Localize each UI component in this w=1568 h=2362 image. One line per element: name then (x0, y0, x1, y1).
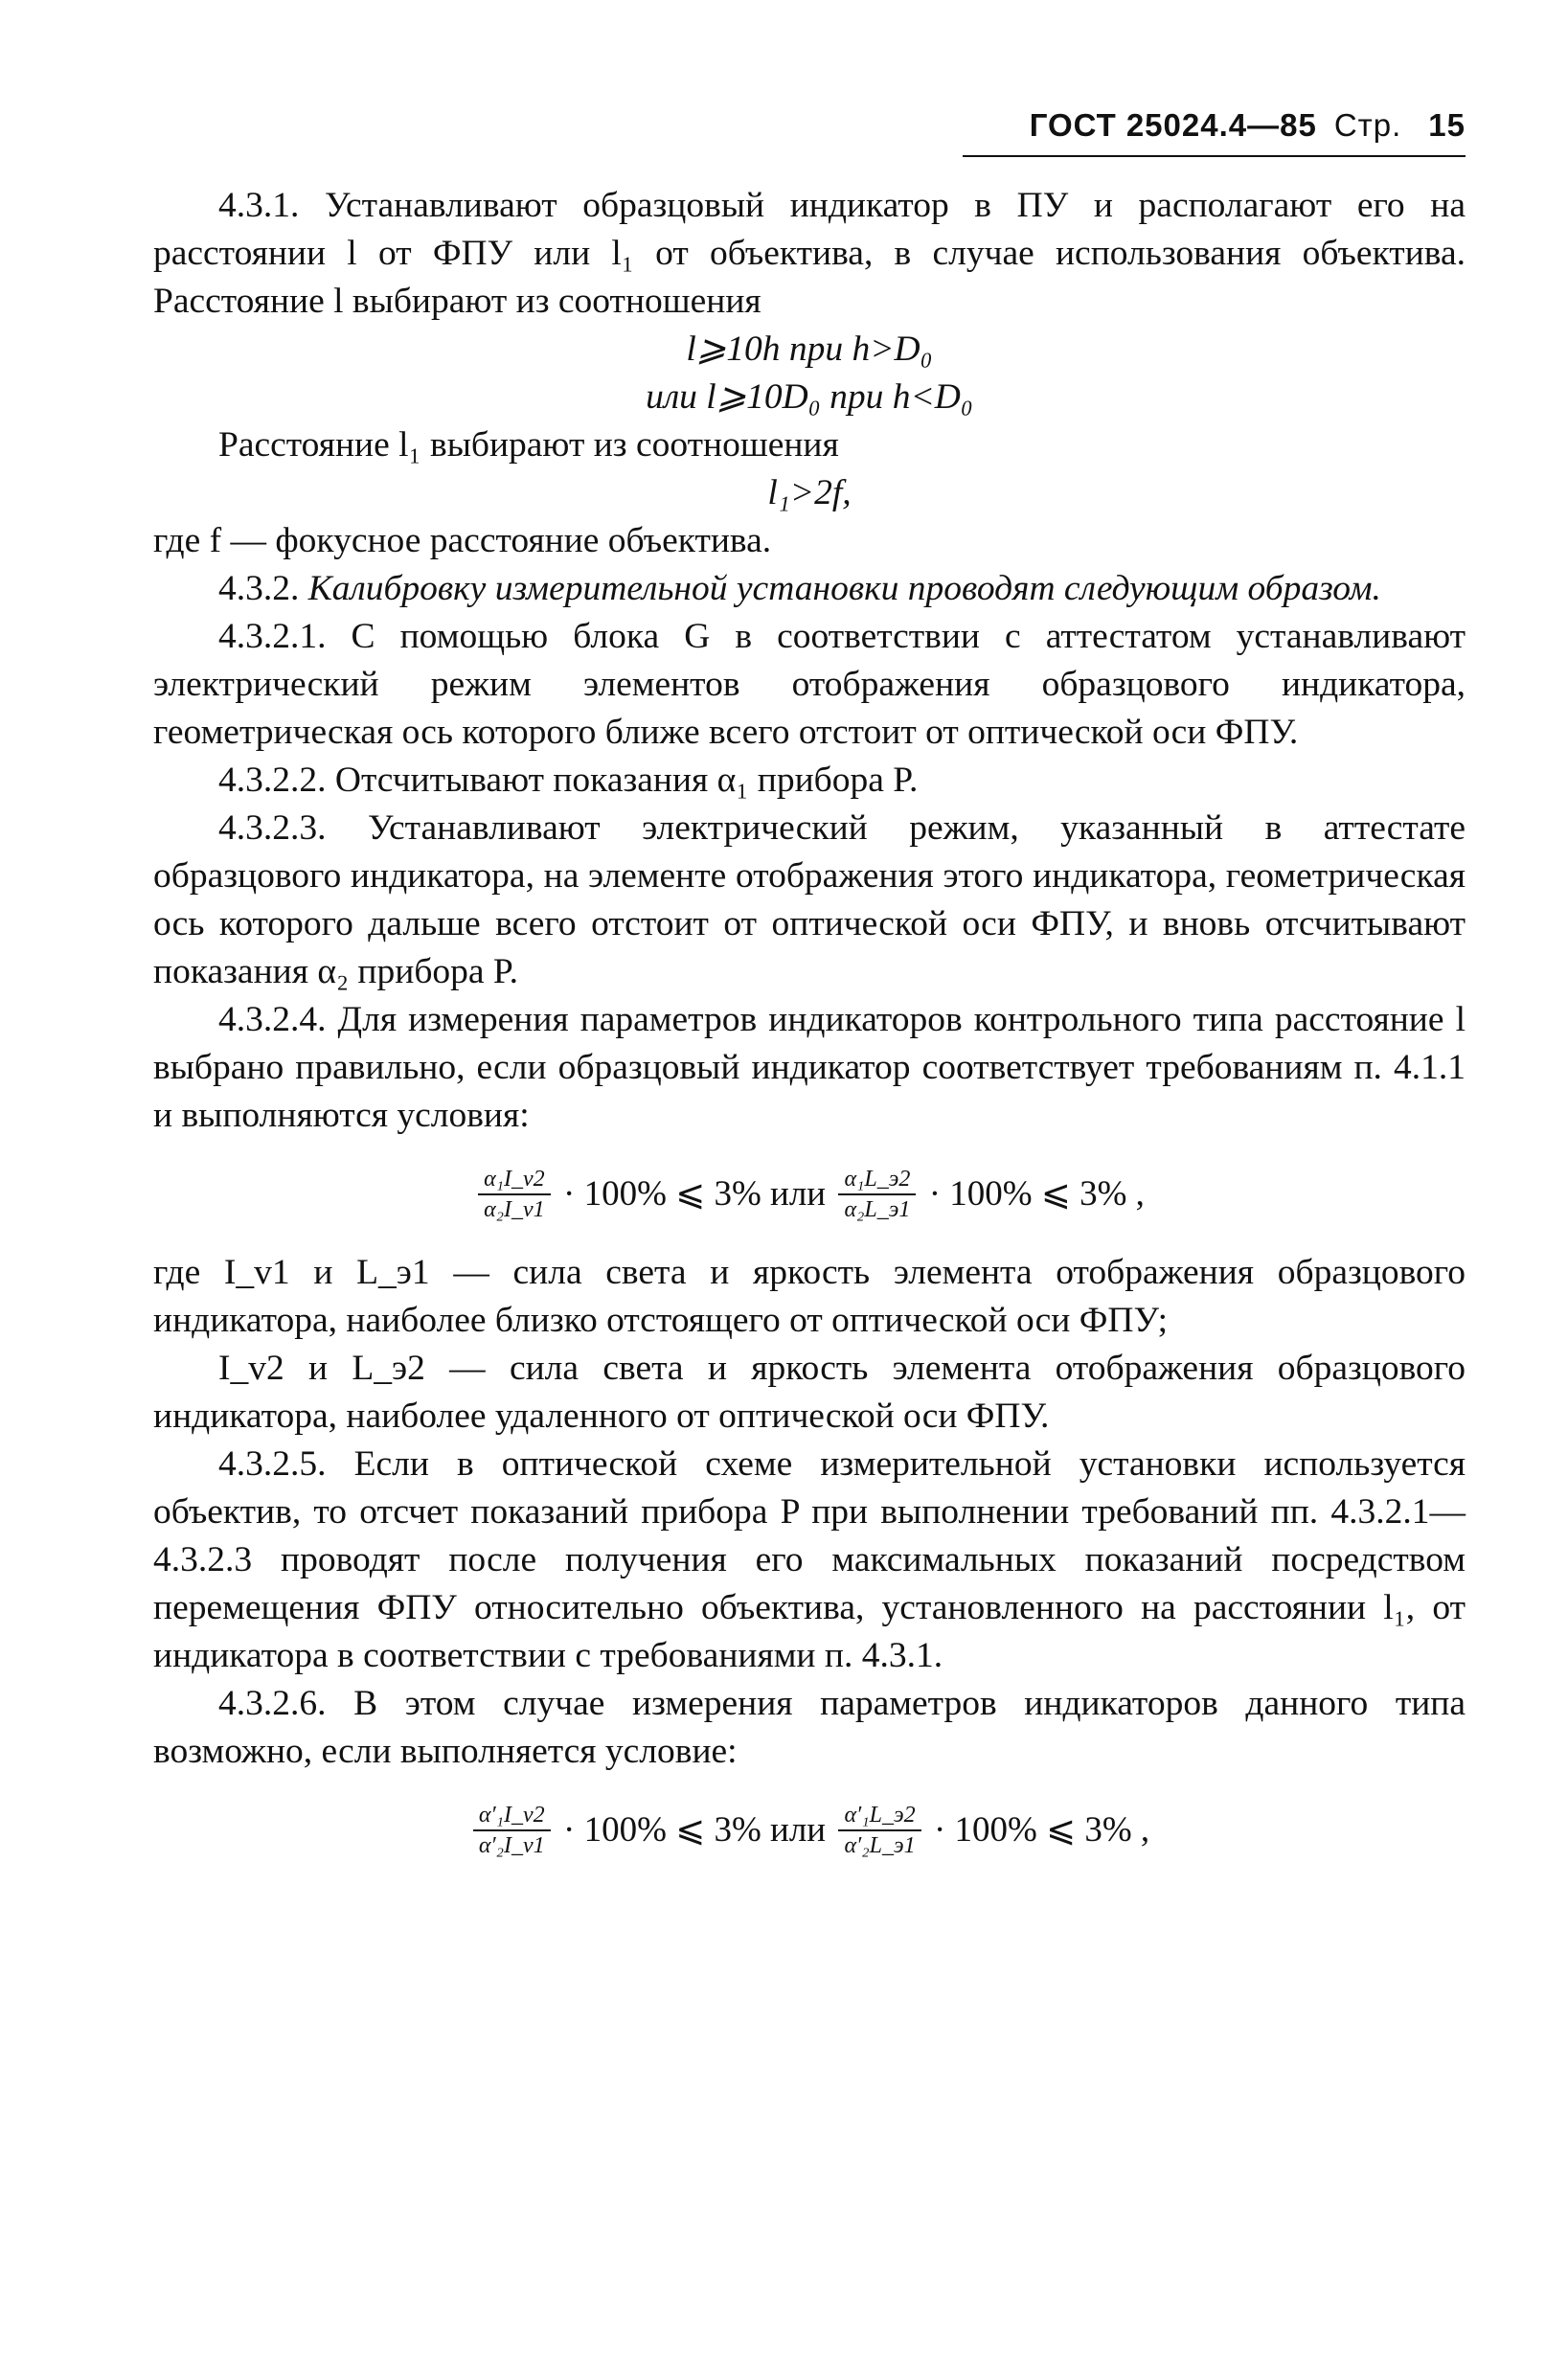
equation-1-tail-a: · 100% ⩽ 3% или (563, 1174, 827, 1214)
equation-1-fraction-b (838, 1165, 916, 1224)
equation-2-denominator-b: α′₂L_э1 (844, 1833, 916, 1858)
equation-2-numerator-b: α′₁L_э2 (838, 1801, 920, 1831)
standard-number: 25024.4—85 (1125, 107, 1317, 143)
equation-2-fraction-a (473, 1801, 551, 1860)
equation-2-denominator-a: α′₂I_v1 (478, 1833, 545, 1858)
paragraph-where-iv1: где I_v1 и L_э1 — сила света и яркость элемента отображения образцового индикатора, наиболее близко отстоящего от оптической оси ФПУ; (153, 1253, 1466, 1340)
equation-2-numerator-a: α′₁I_v2 (473, 1801, 551, 1831)
paragraph-4-3-2-4: 4.3.2.4. Для измерения параметров индикаторов контрольного типа расстояние l выбрано правильно, если образцовый индикатор соответствует требованиям п. 4.1.1 и выполняются условия: (153, 1000, 1466, 1135)
equation-1-denominator-a: α₂I_v1 (484, 1197, 545, 1222)
equation-2-tail-a: · 100% ⩽ 3% или (563, 1810, 827, 1850)
paragraph-4-3-2-1: 4.3.2.1. С помощью блока G в соответствии с аттестатом устанавливают электрический режим элементов отображения образцового индикатора, геометрическая ось которого ближе всего отстоит от оптической оси ФПУ. (153, 617, 1466, 752)
paragraph-l1-select: Расстояние l₁ выбирают из соотношения (218, 425, 839, 465)
equation-1-numerator-a: α₁I_v2 (478, 1165, 551, 1195)
equation-1-tail-b: · 100% ⩽ 3% , (928, 1174, 1145, 1214)
equation-1-numerator-b: α₁L_э2 (838, 1165, 916, 1195)
section-heading-calibration: Калибровку измерительной установки проводят следующим образом. (307, 569, 1381, 608)
equation-1 (153, 1165, 1466, 1224)
paragraph-4-3-2-6: 4.3.2.6. В этом случае измерения параметров индикаторов данного типа возможно, если выполняется условие: (153, 1684, 1466, 1771)
page-header (153, 107, 1466, 144)
paragraph-4-3-2 (153, 565, 1466, 613)
page-number: 15 (1428, 107, 1466, 143)
section-number-4-3-2: 4.3.2. (218, 569, 300, 608)
standard-label: ГОСТ (1029, 107, 1117, 143)
body-text (153, 182, 1466, 1885)
paragraph-where-f: где f — фокусное расстояние объектива. (153, 521, 772, 560)
paragraph-4-3-2-2: 4.3.2.2. Отсчитывают показания α₁ прибора P. (218, 761, 919, 800)
formula-l1-condition: l₁>2f, (767, 473, 852, 512)
equation-2-tail-b: · 100% ⩽ 3% , (933, 1810, 1150, 1850)
equation-1-fraction-a (478, 1165, 551, 1224)
page-word: Стр. (1333, 107, 1402, 143)
equation-1-denominator-b: α₂L_э1 (844, 1197, 911, 1222)
formula-l-condition-2: или l⩾10D₀ при h<D₀ (646, 377, 973, 417)
paragraph-iv2: I_v2 и L_э2 — сила света и яркость элемента отображения образцового индикатора, наиболее удаленного от оптической оси ФПУ. (153, 1349, 1466, 1436)
paragraph-4-3-2-5: 4.3.2.5. Если в оптической схеме измерительной установки используется объектив, то отсчет показаний прибора P при выполнении требований пп. 4.3.2.1—4.3.2.3 проводят после получения его максимальных показаний посредством перемещения ФПУ относительно объектива, установленного на расстоянии l₁, от индикатора в соответствии с требованиями п. 4.3.1. (153, 1444, 1466, 1675)
equation-2 (153, 1801, 1466, 1860)
header-rule (963, 155, 1466, 157)
paragraph-4-3-2-3: 4.3.2.3. Устанавливают электрический режим, указанный в аттестате образцового индикатора, на элементе отображения этого индикатора, геометрическая ось которого дальше всего отстоит от оптической оси ФПУ, и вновь отсчитывают показания α₂ прибора P. (153, 808, 1466, 991)
formula-l-condition-1: l⩾10h при h>D₀ (686, 329, 933, 369)
equation-2-fraction-b (838, 1801, 920, 1860)
paragraph-4-3-1: 4.3.1. Устанавливают образцовый индикатор в ПУ и располагают его на расстоянии l от ФПУ или l₁ от объектива, в случае использования объектива. Расстояние l выбирают из соотношения (153, 186, 1466, 321)
